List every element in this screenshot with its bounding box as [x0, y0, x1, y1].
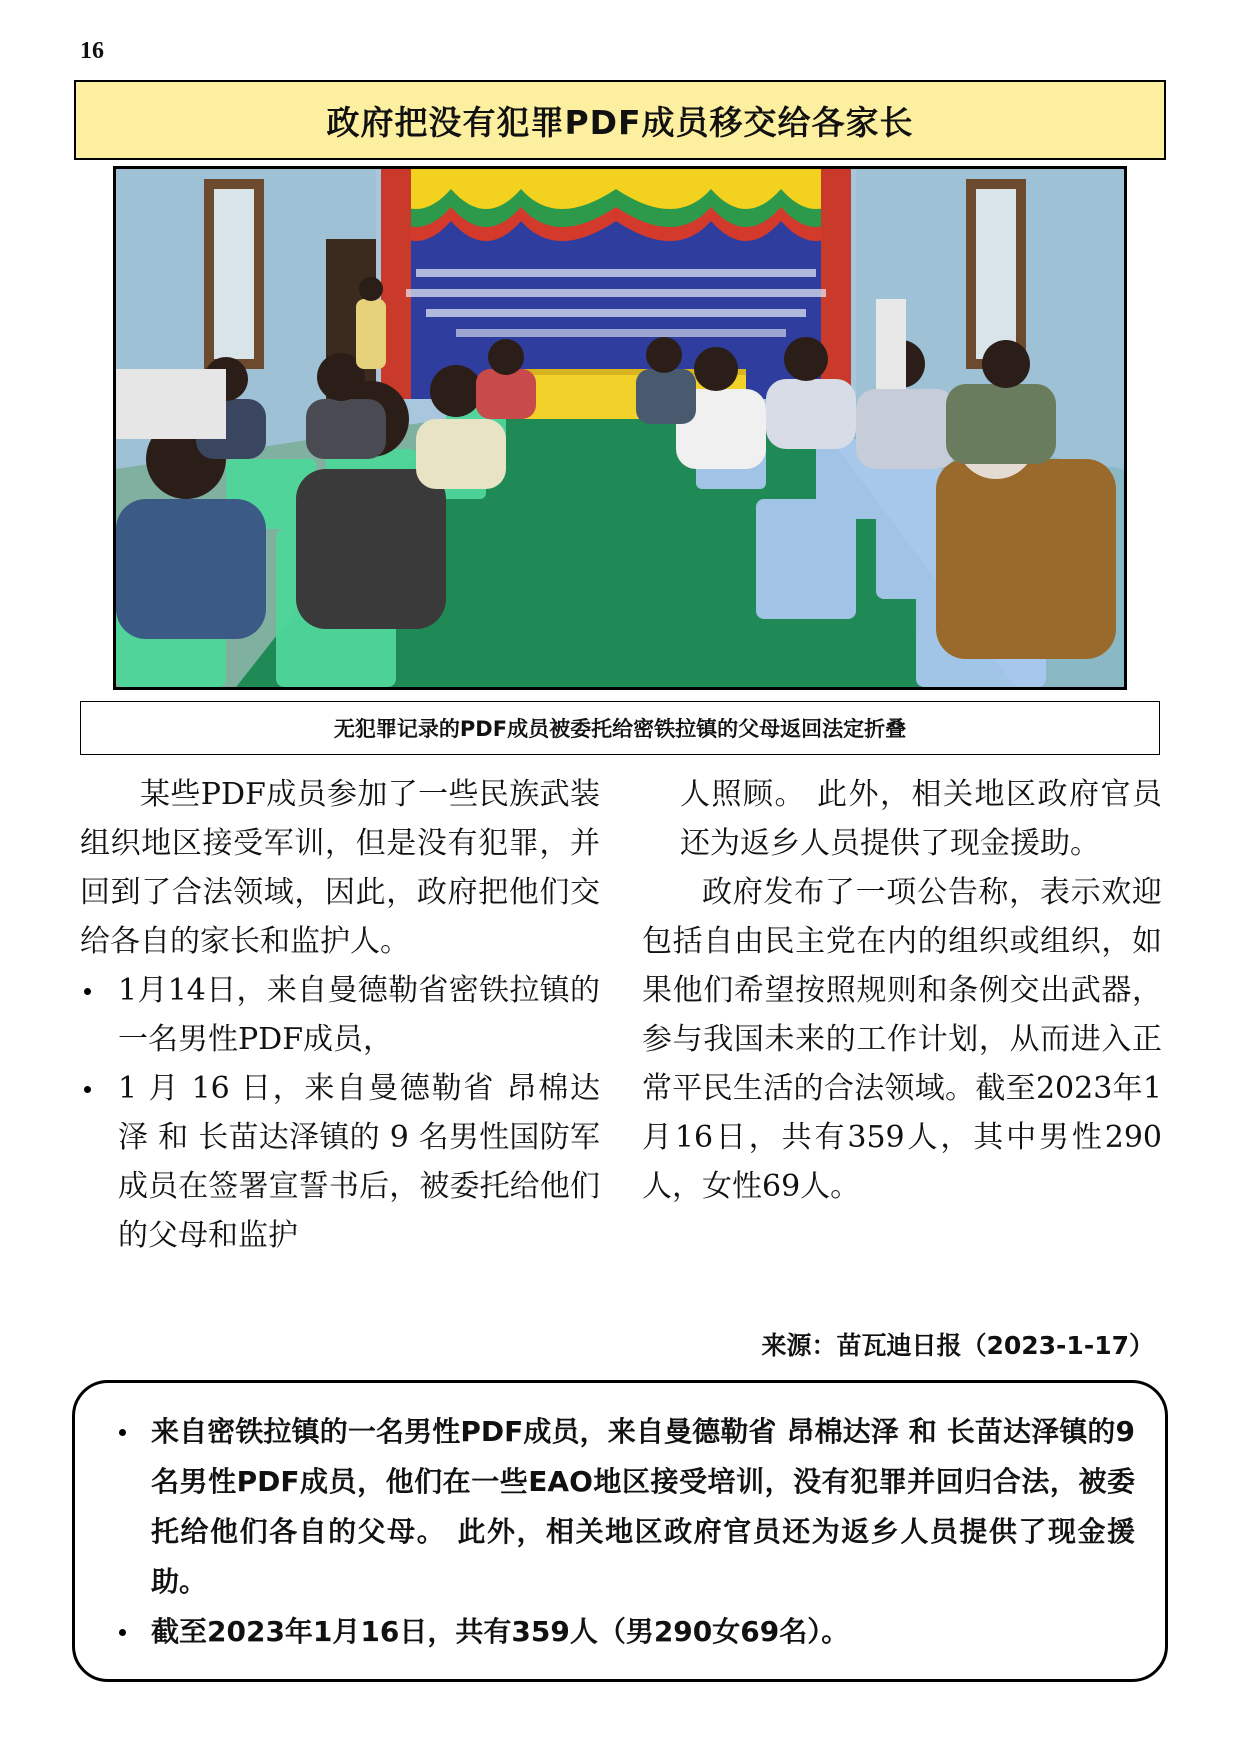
- title-banner: [74, 80, 1166, 160]
- bullet-item: 1 月 16 日，来自曼德勒省 昂棉达泽 和 长苗达泽镇的 9 名男性国防军成员在签署宣誓书后，被委托给他们的父母和监护: [80, 1064, 600, 1260]
- meeting-hall-photo: [113, 166, 1127, 690]
- page-title: 政府把没有犯罪PDF成员移交给各家长: [326, 102, 914, 142]
- date-bullet-list: [80, 966, 600, 1260]
- source-line: 来源：苗瓦迪日报（2023-1-17）: [761, 1331, 1154, 1360]
- bullet-item: 1月14日，来自曼德勒省密铁拉镇的一名男性PDF成员，: [80, 966, 600, 1064]
- continuation-paragraph: 人照顾。 此外，相关地区政府官员还为返乡人员提供了现金援助。: [680, 777, 1162, 861]
- left-column: [80, 770, 600, 1260]
- summary-list: [105, 1407, 1135, 1657]
- summary-box: [72, 1380, 1168, 1682]
- summary-item: 截至2023年1月16日，共有359人（男290女69名）。: [105, 1607, 1135, 1657]
- summary-item: 来自密铁拉镇的一名男性PDF成员，来自曼德勒省 昂棉达泽 和 长苗达泽镇的9名男性PDF成员，他们在一些EAO地区接受培训，没有犯罪并回归合法，被委托给他们各自的父母。 此外，相关地区政府官员还为返乡人员提供了现金援助。: [105, 1407, 1135, 1607]
- announcement-paragraph: 政府发布了一项公告称，表示欢迎包括自由民主党在内的组织或组织，如果他们希望按照规则和条例交出武器，参与我国未来的工作计划，从而进入正常平民生活的合法领域。截至2023年1月16日，共有359人，其中男性290人，女性69人。: [642, 875, 1162, 1204]
- intro-paragraph: 某些PDF成员参加了一些民族武装组织地区接受军训，但是没有犯罪，并回到了合法领域，因此，政府把他们交给各自的家长和监护人。: [80, 777, 600, 959]
- photo-caption: 无犯罪记录的PDF成员被委托给密铁拉镇的父母返回法定折叠: [80, 701, 1160, 755]
- right-column: [642, 770, 1162, 1211]
- photo-illustration: [116, 169, 1124, 687]
- page-number: 16: [80, 38, 104, 64]
